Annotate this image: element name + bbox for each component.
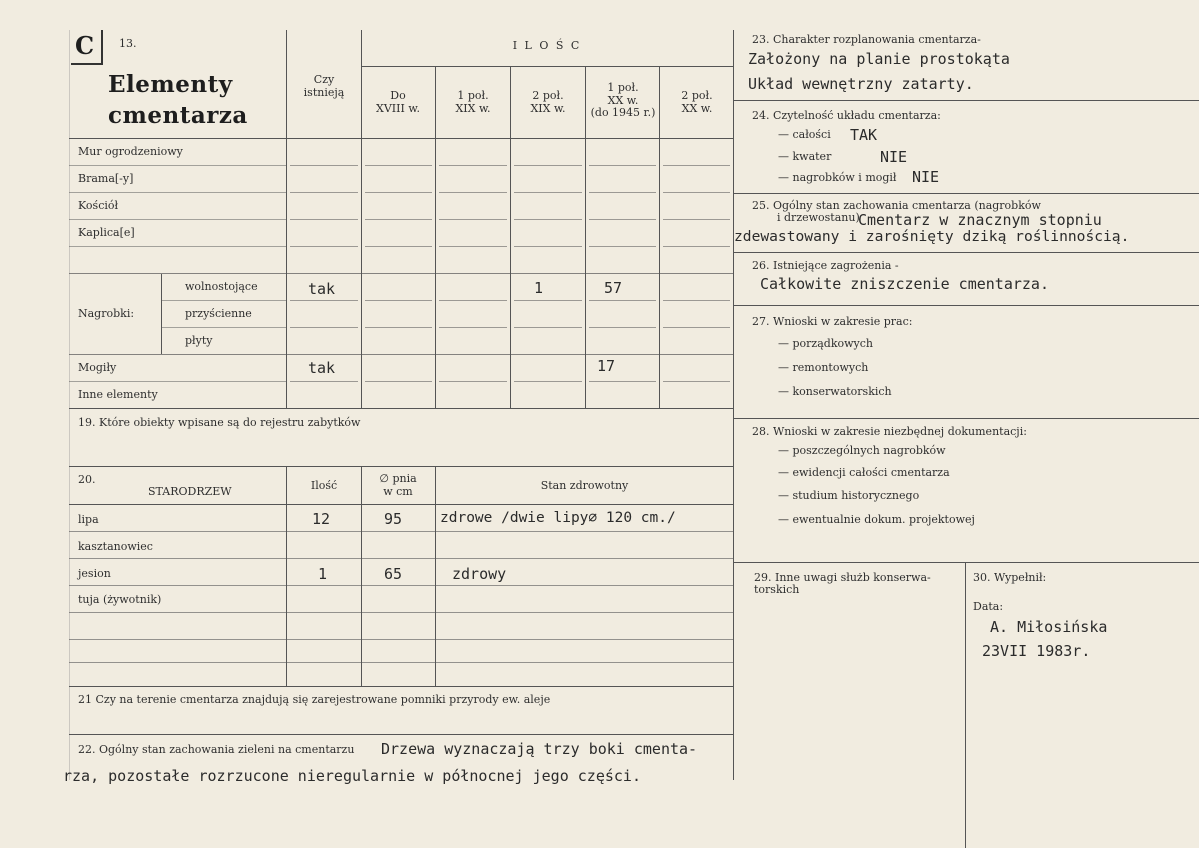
cell-underline bbox=[589, 300, 656, 301]
cell-underline bbox=[290, 246, 358, 247]
wypelnil-name: A. Miłosińska bbox=[990, 618, 1108, 636]
section-letter: C bbox=[75, 31, 95, 60]
cell-underline bbox=[365, 381, 432, 382]
row-kaplica: Kaplica[e] bbox=[78, 226, 135, 239]
tree-stan: zdrowy bbox=[452, 565, 507, 583]
cell-underline bbox=[365, 192, 432, 193]
line bbox=[435, 66, 436, 408]
cell-underline bbox=[290, 219, 358, 220]
line bbox=[733, 193, 1199, 194]
row-plyty: płyty bbox=[185, 334, 213, 347]
cell-underline bbox=[365, 327, 432, 328]
cell-underline bbox=[365, 300, 432, 301]
mogily-czy: tak bbox=[308, 359, 336, 377]
cell-underline bbox=[663, 327, 730, 328]
line bbox=[965, 562, 966, 848]
cell-underline bbox=[439, 192, 507, 193]
zielen-text1: Drzewa wyznaczają trzy boki cmenta- bbox=[381, 740, 698, 758]
tree-name: kasztanowiec bbox=[78, 540, 153, 553]
line bbox=[286, 466, 287, 686]
cell-underline bbox=[514, 246, 582, 247]
line bbox=[69, 585, 733, 586]
col-2pol-xix: 2 poł. XIX w. bbox=[530, 89, 566, 115]
line bbox=[69, 381, 286, 382]
col-1pol-xx: 1 poł. XX w. (do 1945 r.) bbox=[590, 81, 656, 120]
cell-underline bbox=[514, 300, 582, 301]
cell-underline bbox=[514, 219, 582, 220]
line bbox=[361, 30, 362, 408]
row-brama: Brama[-y] bbox=[78, 172, 134, 185]
line bbox=[69, 354, 733, 355]
stan-text2: zdewastowany i zarośnięty dziką roślinnością. bbox=[734, 228, 1130, 245]
stan-label1: 25. Ogólny stan zachowania cmentarza (nagrobków bbox=[752, 199, 1041, 212]
cell-underline bbox=[589, 381, 656, 382]
wnioski-prac-item: — remontowych bbox=[778, 361, 869, 374]
cell-underline bbox=[439, 327, 507, 328]
cell-underline bbox=[365, 165, 432, 166]
line bbox=[733, 30, 734, 780]
starodrzew-pnia-header: ∅ pnia w cm bbox=[379, 472, 417, 498]
line bbox=[733, 418, 1199, 419]
czytelnosc-kwater: — kwater bbox=[778, 150, 832, 163]
cell-underline bbox=[514, 381, 582, 382]
tree-stan: zdrowe /dwie lipy∅ 120 cm./ bbox=[440, 510, 676, 526]
zielen-label: 22. Ogólny stan zachowania zieleni na cmentarzu bbox=[78, 743, 355, 756]
stan-text1: Cmentarz w znacznym stopniu bbox=[858, 211, 1102, 229]
cell-underline bbox=[290, 300, 358, 301]
czytelnosc-kwater-val: NIE bbox=[880, 148, 908, 166]
wnioski-prac-label: 27. Wnioski w zakresie prac: bbox=[752, 315, 913, 328]
line bbox=[69, 138, 733, 139]
col-do-xviii: Do XVIII w. bbox=[376, 89, 420, 115]
cell-underline bbox=[514, 327, 582, 328]
wnioski-prac-item: — konserwatorskich bbox=[778, 385, 892, 398]
tree-name: jesion bbox=[78, 567, 111, 580]
line bbox=[510, 66, 511, 408]
wnioski-dok-item: — ewentualnie dokum. projektowej bbox=[778, 513, 975, 526]
line bbox=[69, 246, 286, 247]
line bbox=[435, 466, 436, 686]
row-przyscienne: przyścienne bbox=[185, 307, 252, 320]
uwagi-label: 29. Inne uwagi służb konserwa- torskich bbox=[754, 571, 931, 596]
line bbox=[69, 612, 733, 613]
wolnostojace-1pol-xx: 57 bbox=[604, 279, 623, 297]
line bbox=[733, 252, 1199, 253]
line bbox=[161, 274, 162, 354]
cell-underline bbox=[663, 246, 730, 247]
cell-underline bbox=[290, 165, 358, 166]
charakter-line2: Układ wewnętrzny zatarty. bbox=[748, 75, 974, 93]
wnioski-dok-item: — studium historycznego bbox=[778, 489, 920, 502]
line bbox=[69, 662, 733, 663]
wnioski-dok-item: — poszczególnych nagrobków bbox=[778, 444, 946, 457]
wnioski-prac-item: — porządkowych bbox=[778, 337, 873, 350]
cell-underline bbox=[290, 327, 358, 328]
wnioski-dok-item: — ewidencji całości cmentarza bbox=[778, 466, 950, 479]
cell-underline bbox=[589, 165, 656, 166]
col-1pol-xix: 1 poł. XIX w. bbox=[455, 89, 491, 115]
cell-underline bbox=[439, 219, 507, 220]
line bbox=[69, 531, 733, 532]
charakter-line1: Założony na planie prostokąta bbox=[748, 50, 1010, 68]
cell-underline bbox=[663, 300, 730, 301]
cell-underline bbox=[589, 219, 656, 220]
cell-underline bbox=[514, 192, 582, 193]
line bbox=[69, 639, 733, 640]
czytelnosc-calosci: — całości bbox=[778, 128, 831, 141]
wypelnil-label: 30. Wypełnił: bbox=[973, 571, 1047, 584]
wolnostojace-2pol-xix: 1 bbox=[534, 279, 544, 297]
czy-istnieja-header: Czy istnieją bbox=[303, 73, 345, 99]
line bbox=[361, 66, 733, 67]
cell-underline bbox=[589, 246, 656, 247]
line bbox=[161, 300, 286, 301]
czytelnosc-nagrobkow: — nagrobków i mogił bbox=[778, 171, 897, 184]
line bbox=[69, 558, 733, 559]
zagrozenia-text: Całkowite zniszczenie cmentarza. bbox=[760, 275, 1049, 293]
line bbox=[361, 466, 362, 686]
rejestr-label: 19. Które obiekty wpisane są do rejestru zabytków bbox=[78, 416, 361, 429]
cell-underline bbox=[663, 192, 730, 193]
charakter-label: 23. Charakter rozplanowania cmentarza- bbox=[752, 33, 981, 46]
wypelnil-date: 23VII 1983r. bbox=[982, 642, 1091, 660]
mogily-1pol-xx: 17 bbox=[597, 357, 616, 375]
czytelnosc-label: 24. Czytelność układu cmentarza: bbox=[752, 109, 941, 122]
row-mogily: Mogiły bbox=[78, 361, 117, 374]
wnioski-dok-label: 28. Wnioski w zakresie niezbędnej dokumentacji: bbox=[752, 425, 1027, 438]
czytelnosc-calosci-val: TAK bbox=[850, 126, 878, 144]
starodrzew-stan-header: Stan zdrowotny bbox=[540, 479, 629, 492]
cell-underline bbox=[439, 246, 507, 247]
cell-underline bbox=[514, 165, 582, 166]
tree-ilosc: 12 bbox=[312, 510, 331, 528]
pomniki-label: 21 Czy na terenie cmentarza znajdują się zarejestrowane pomniki przyrody ew. aleje bbox=[78, 693, 551, 706]
czytelnosc-nagrobkow-val: NIE bbox=[912, 168, 940, 186]
cell-underline bbox=[365, 219, 432, 220]
title-line2: cmentarza bbox=[108, 102, 248, 129]
tree-ilosc: 1 bbox=[318, 565, 328, 583]
ilosc-header: I L O Ś C bbox=[512, 39, 582, 52]
cell-underline bbox=[589, 192, 656, 193]
line bbox=[69, 219, 286, 220]
row-wolnostojace: wolnostojące bbox=[185, 280, 258, 293]
zielen-text2: rza, pozostałe rozrzucone nieregularnie w północnej jego części. bbox=[63, 767, 641, 785]
cell-underline bbox=[290, 192, 358, 193]
cell-underline bbox=[439, 165, 507, 166]
starodrzew-title: STARODRZEW bbox=[148, 485, 232, 498]
line bbox=[69, 466, 733, 467]
line bbox=[69, 686, 733, 687]
line bbox=[69, 408, 733, 409]
line bbox=[69, 504, 733, 505]
line bbox=[69, 273, 733, 274]
starodrzew-ilosc-header: Ilość bbox=[310, 479, 338, 492]
cell-underline bbox=[589, 327, 656, 328]
stan-label2: i drzewostanu) bbox=[777, 211, 860, 224]
title-line1: Elementy bbox=[108, 71, 233, 98]
wolnostojace-czy: tak bbox=[308, 280, 336, 298]
cell-underline bbox=[290, 381, 358, 382]
starodrzew-number: 20. bbox=[78, 473, 96, 486]
line bbox=[733, 562, 1199, 563]
line bbox=[69, 734, 733, 735]
line bbox=[69, 30, 70, 780]
row-kosciol: Kościół bbox=[78, 199, 119, 212]
tree-pnia: 65 bbox=[384, 565, 403, 583]
line bbox=[733, 100, 1199, 101]
cell-underline bbox=[439, 300, 507, 301]
line bbox=[69, 165, 286, 166]
cell-underline bbox=[663, 381, 730, 382]
row-inne: Inne elementy bbox=[78, 388, 158, 401]
cell-underline bbox=[663, 219, 730, 220]
tree-name: tuja (żywotnik) bbox=[78, 593, 162, 606]
row-nagrobki: Nagrobki: bbox=[78, 307, 135, 320]
cell-underline bbox=[365, 246, 432, 247]
cell-underline bbox=[439, 381, 507, 382]
line bbox=[161, 327, 286, 328]
tree-pnia: 95 bbox=[384, 510, 403, 528]
data-label: Data: bbox=[973, 600, 1004, 613]
col-2pol-xx: 2 poł. XX w. bbox=[681, 89, 713, 115]
line bbox=[733, 305, 1199, 306]
zagrozenia-label: 26. Istniejące zagrożenia - bbox=[752, 259, 899, 272]
cell-underline bbox=[663, 165, 730, 166]
row-mur: Mur ogrodzeniowy bbox=[78, 145, 183, 158]
section-number: 13. bbox=[119, 37, 137, 50]
line bbox=[69, 192, 286, 193]
tree-name: lipa bbox=[78, 513, 99, 526]
